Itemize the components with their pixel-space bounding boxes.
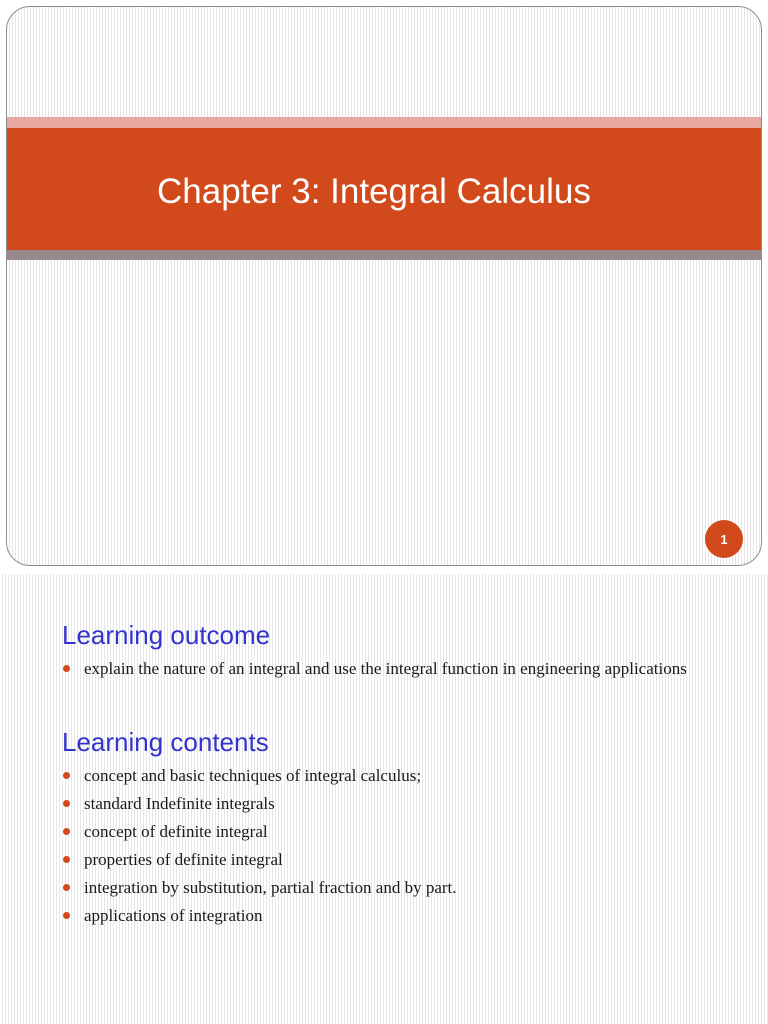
bullet-icon bbox=[63, 800, 70, 807]
bullet-icon bbox=[63, 772, 70, 779]
list-item bbox=[62, 849, 457, 877]
list-item bbox=[62, 905, 457, 933]
title-band-top bbox=[7, 117, 761, 128]
list-item-text: applications of integration bbox=[84, 906, 263, 925]
list-item-text: integration by substitution, partial fraction and by part. bbox=[84, 878, 457, 897]
list-item-text: standard Indefinite integrals bbox=[84, 794, 275, 813]
list-item-text: concept of definite integral bbox=[84, 822, 268, 841]
title-slide bbox=[6, 6, 762, 566]
bullet-icon bbox=[63, 665, 70, 672]
bullet-icon bbox=[63, 856, 70, 863]
list-item bbox=[62, 765, 457, 793]
learning-contents-list bbox=[62, 765, 457, 933]
list-item bbox=[62, 821, 457, 849]
learning-outcome-list bbox=[62, 658, 724, 680]
list-item bbox=[62, 658, 724, 680]
slide-title: Chapter 3: Integral Calculus bbox=[157, 172, 591, 211]
list-item-text: concept and basic techniques of integral calculus; bbox=[84, 766, 422, 785]
learning-outcome-heading: Learning outcome bbox=[62, 620, 271, 650]
content-slide bbox=[0, 574, 768, 1024]
list-item bbox=[62, 793, 457, 821]
list-item-text: explain the nature of an integral and use the integral function in engineering applications bbox=[84, 659, 687, 678]
learning-contents-heading: Learning contents bbox=[62, 727, 269, 757]
bullet-icon bbox=[63, 912, 70, 919]
page-number-badge: 1 bbox=[705, 520, 743, 558]
list-item-text: properties of definite integral bbox=[84, 850, 283, 869]
list-item bbox=[62, 877, 457, 905]
bullet-icon bbox=[63, 884, 70, 891]
bullet-icon bbox=[63, 828, 70, 835]
title-band-bottom bbox=[7, 250, 761, 260]
